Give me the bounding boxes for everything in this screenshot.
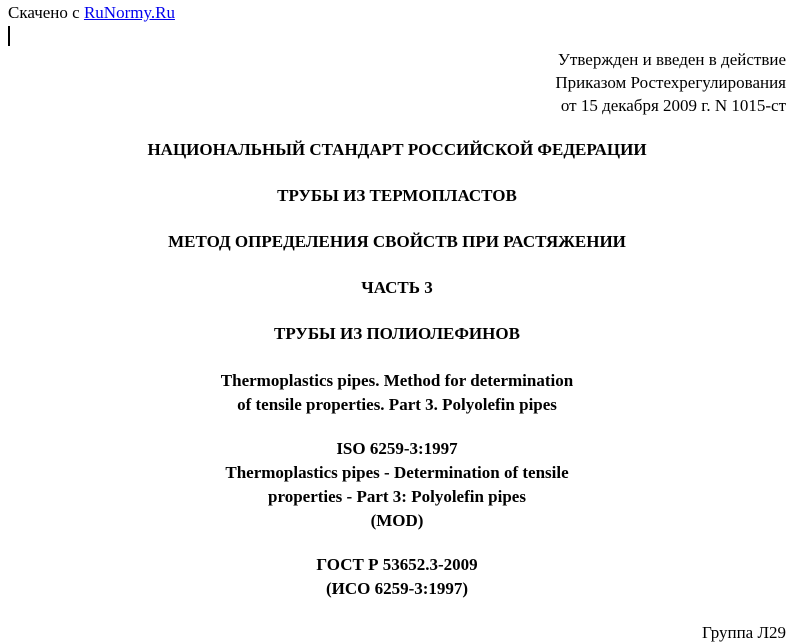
gost-reference xyxy=(0,553,794,601)
text-cursor xyxy=(8,26,10,46)
method-title: МЕТОД ОПРЕДЕЛЕНИЯ СВОЙСТВ ПРИ РАСТЯЖЕНИИ xyxy=(168,232,626,251)
approval-line-1: Утвержден и введен в действие xyxy=(557,50,786,69)
group-label: Группа Л29 xyxy=(701,623,786,642)
subject-title: ТРУБЫ ИЗ ТЕРМОПЛАСТОВ xyxy=(277,186,517,205)
runormy-link[interactable]: RuNormy.Ru xyxy=(83,3,175,22)
iso-code: ISO 6259-3:1997 xyxy=(336,439,458,458)
part-subject-title: ТРУБЫ ИЗ ПОЛИОЛЕФИНОВ xyxy=(274,324,520,343)
english-title xyxy=(0,369,794,417)
downloaded-prefix: Скачено с xyxy=(8,3,80,22)
english-title-line-1: Thermoplastics pipes. Method for determination xyxy=(220,371,574,390)
iso-modifier: (MOD) xyxy=(370,511,424,530)
iso-title-line-1: Thermoplastics pipes - Determination of tensile xyxy=(225,463,569,482)
gost-iso-code: (ИСО 6259-3:1997) xyxy=(325,579,469,598)
english-title-line-2: of tensile properties. Part 3. Polyolefin pipes xyxy=(237,395,557,414)
approval-block xyxy=(555,48,786,117)
gost-code: ГОСТ Р 53652.3-2009 xyxy=(316,555,478,574)
approval-line-2: Приказом Ростехрегулирования xyxy=(555,73,786,92)
iso-reference xyxy=(0,437,794,533)
iso-title-line-2: properties - Part 3: Polyolefin pipes xyxy=(268,487,526,506)
standard-title: НАЦИОНАЛЬНЫЙ СТАНДАРТ РОССИЙСКОЙ ФЕДЕРАЦИИ xyxy=(147,140,647,159)
download-source-line xyxy=(8,2,175,24)
part-title: ЧАСТЬ 3 xyxy=(361,278,433,297)
approval-line-3: от 15 декабря 2009 г. N 1015-ст xyxy=(560,96,786,115)
